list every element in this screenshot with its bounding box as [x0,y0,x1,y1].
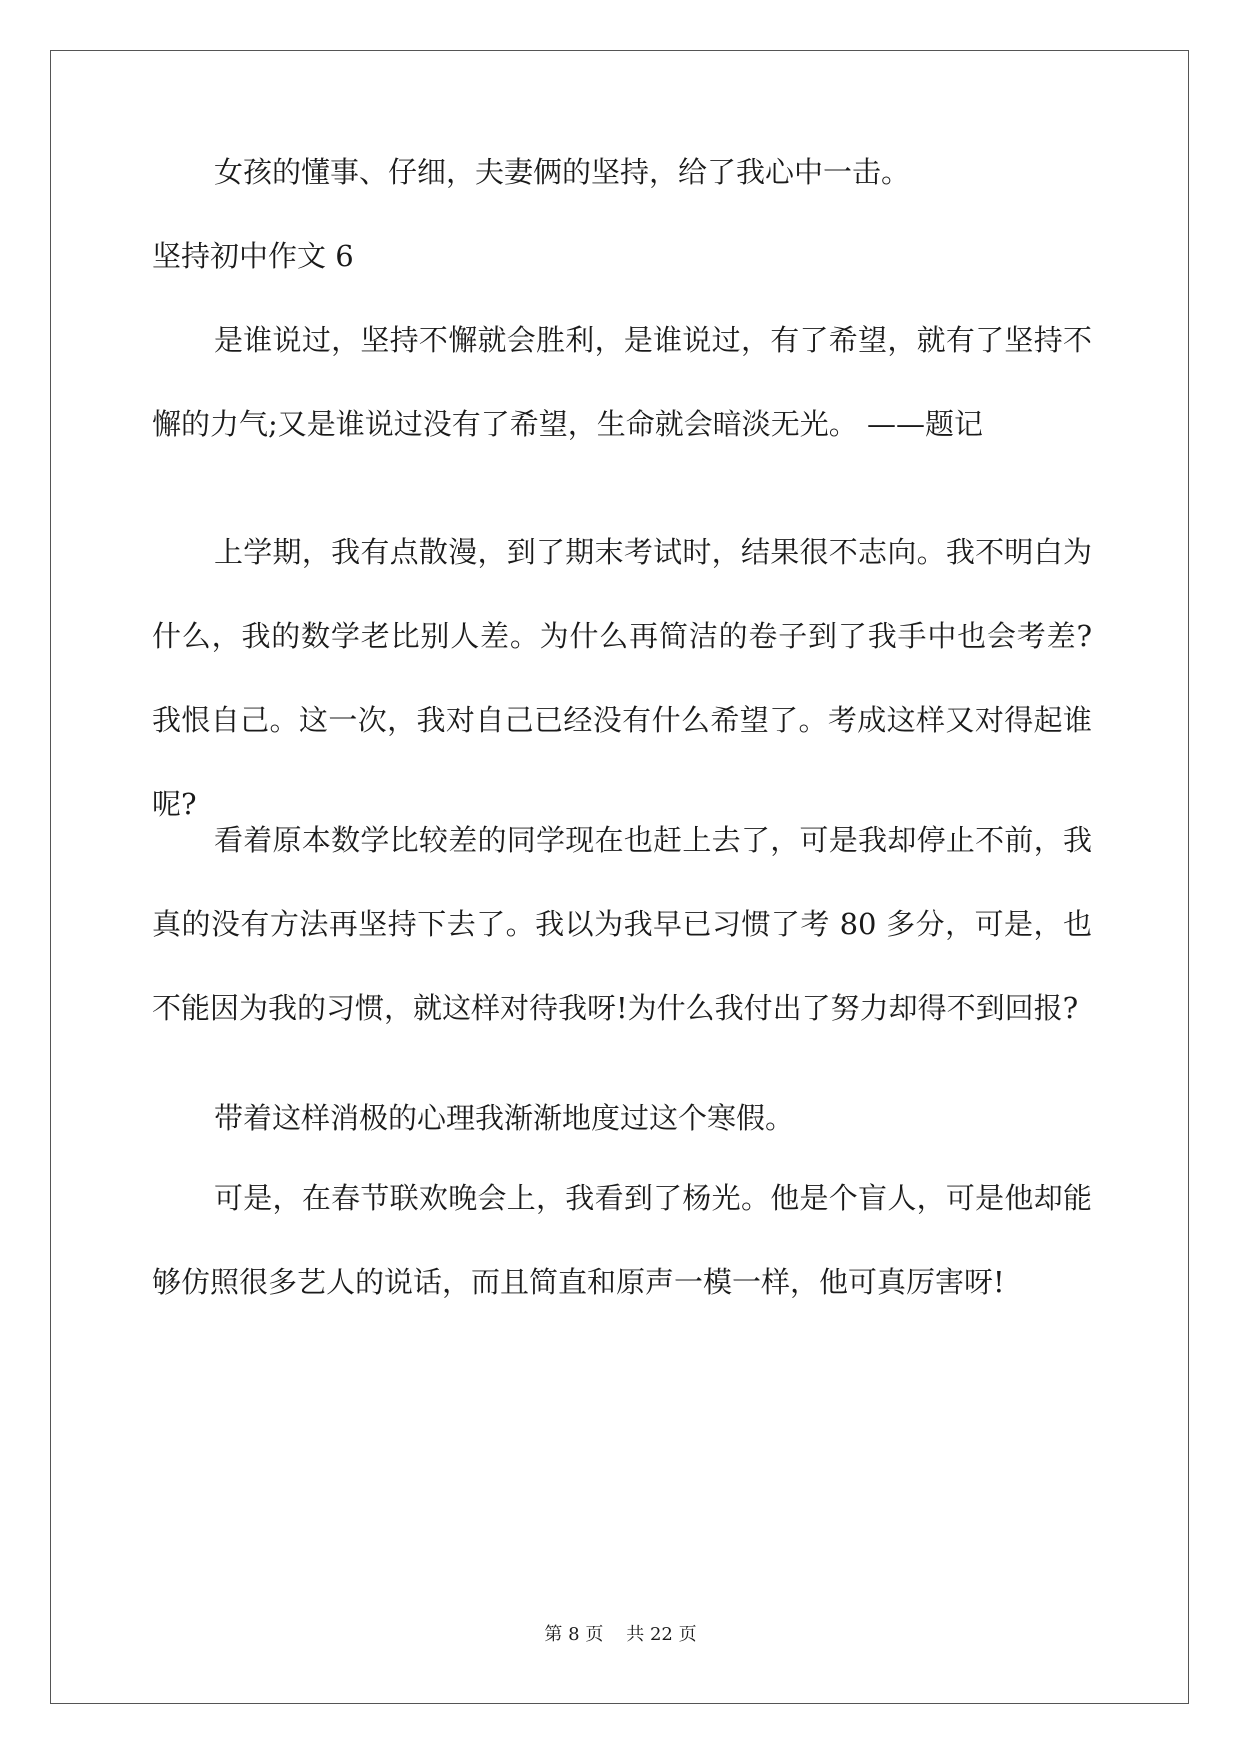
paragraph: 带着这样消极的心理我渐渐地度过这个寒假。 [214,1101,795,1135]
section-heading: 坚持初中作文 6 [152,239,354,273]
paragraph: 是谁说过，坚持不懈就会胜利，是谁说过，有了希望，就有了坚持不懈的力气;又是谁说过没有了希望，生命就会暗淡无光。 ——题记 [152,323,1092,441]
page-number: 第 8 页 [544,1624,604,1645]
paragraph: 女孩的懂事、仔细，夫妻俩的坚持，给了我心中一击。 [214,155,911,189]
paragraph: 上学期，我有点散漫，到了期末考试时，结果很不志向。我不明白为什么，我的数学老比别人差。为什么再简洁的卷子到了我手中也会考差?我恨自己。这一次，我对自己已经没有什么希望了。考成这样又对得起谁呢? [152,535,1092,821]
page-total: 共 22 页 [626,1624,697,1645]
paragraph: 看着原本数学比较差的同学现在也赶上去了，可是我却停止不前，我真的没有方法再坚持下去了。我以为我早已习惯了考 80 多分，可是，也不能因为我的习惯，就这样对待我呀!为什么我付出了努力却得不到回报? [152,823,1092,1025]
paragraph: 可是，在春节联欢晚会上，我看到了杨光。他是个盲人，可是他却能够仿照很多艺人的说话，而且简直和原声一模一样，他可真厉害呀! [152,1181,1092,1299]
page-footer [0,1620,1241,1646]
